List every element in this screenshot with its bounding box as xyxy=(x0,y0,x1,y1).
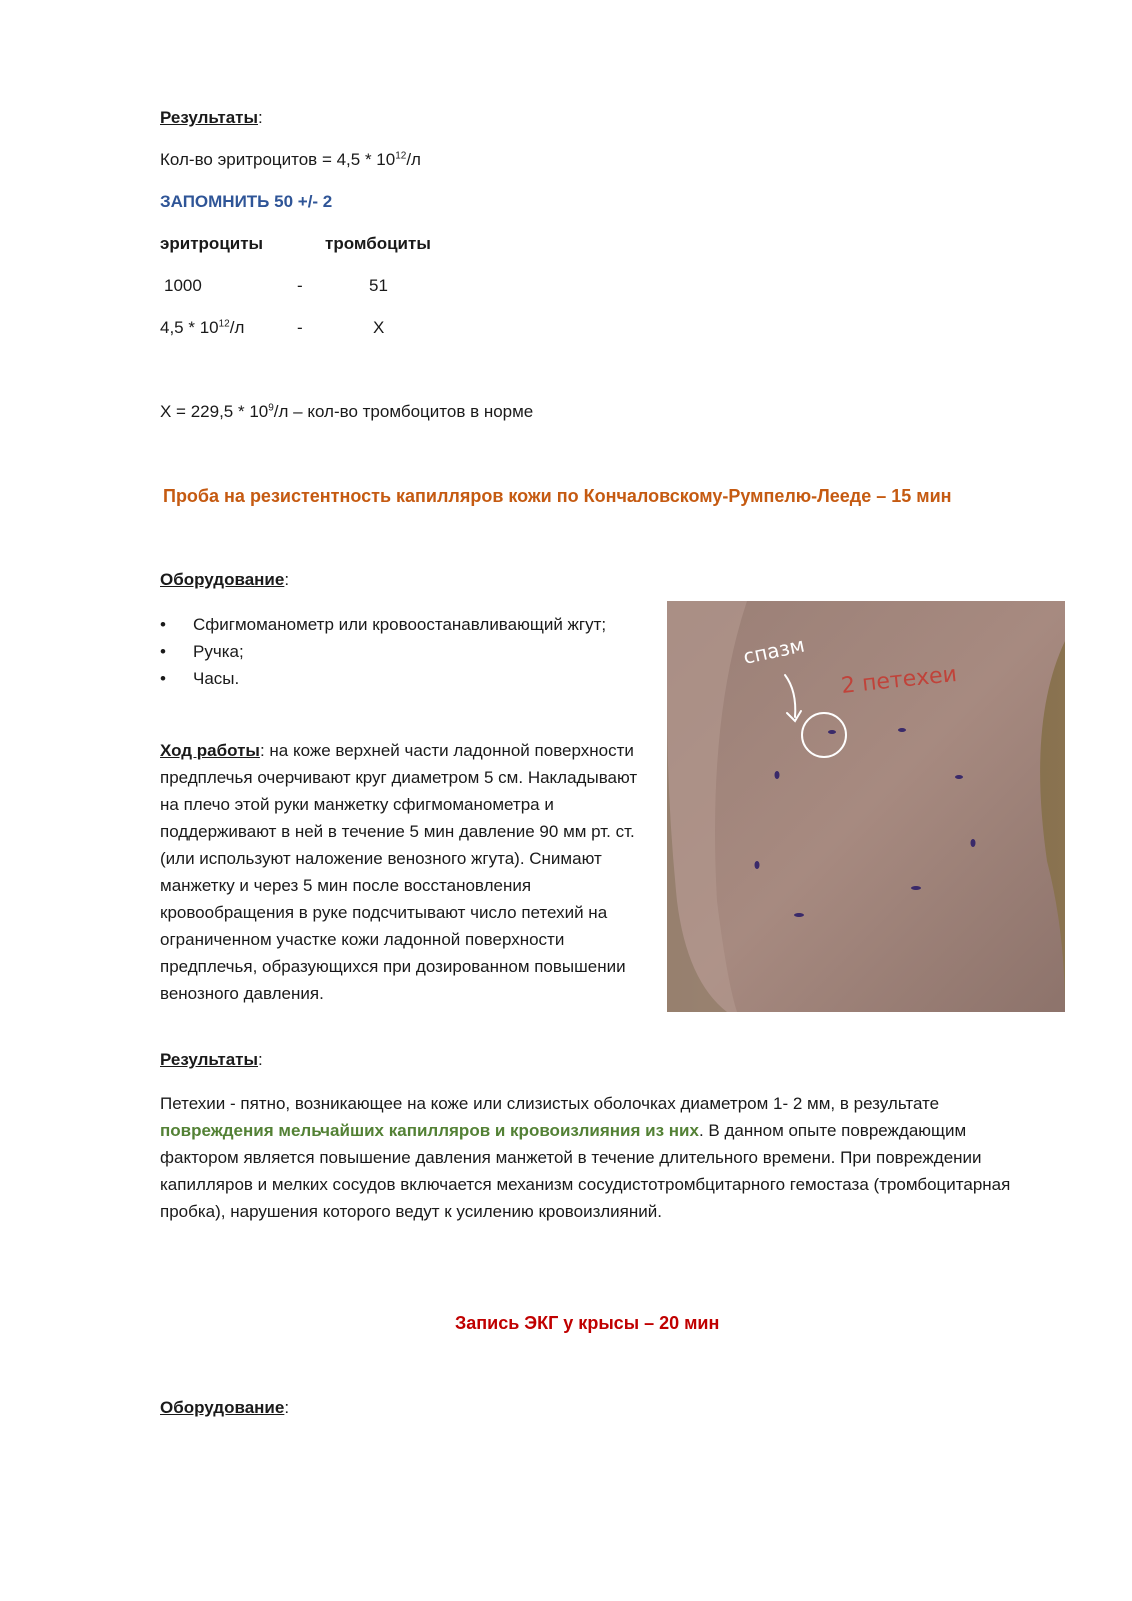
highlight-text: повреждения мельчайших капилляров и кровоизлияния из них xyxy=(160,1121,699,1140)
row1-plt: 51 xyxy=(369,276,388,295)
annotation-spasm: спазм xyxy=(741,632,807,669)
test-title: Проба на резистентность капилляров кожи по Кончаловскому-Румпелю-Лееде – 15 мин xyxy=(163,486,952,506)
results2-heading: Результаты: xyxy=(160,1050,263,1069)
results2-paragraph: Петехии - пятно, возникающее на коже или слизистых оболочках диаметром 1- 2 мм, в результате повреждения мельчайших капилляров и кровоизлияния из них. В данном опыте повреждающим фактором является повышение давления манжетой в течение длительного времени. При повреждении капилляров и мелких сосудов включается механизм сосудистотромбцитарного гемостаза (тромбоцитарная пробка), нарушения которого ведут к усилению кровоизлияний. xyxy=(160,1094,1011,1221)
row2-rbc: $4,5 * 10^{12}/л$ xyxy=(160,318,245,337)
column-header-rbc: эритроциты xyxy=(160,234,264,253)
row1-dash: - xyxy=(297,276,303,295)
results-heading: Результаты: xyxy=(160,108,263,127)
forearm-photo xyxy=(667,601,1065,1012)
platelet-result-line: $Х = 229,5 * 10^9/л - кол-во$ тромбоцитов в норме xyxy=(160,402,534,421)
procedure-heading: Ход работы xyxy=(160,741,260,760)
equipment-heading: Оборудование: xyxy=(160,570,290,589)
row1-rbc: 1000 xyxy=(164,276,202,295)
rbc-count-line: Кол-во эритроцитов = $4,5 * 10^{12}/л$ xyxy=(160,150,421,169)
column-header-plt: тромбоциты xyxy=(325,234,431,253)
row2-dash: - xyxy=(297,318,303,337)
remember-note: ЗАПОМНИТЬ 50 +/- 2 xyxy=(160,192,333,211)
equipment2-heading: Оборудование: xyxy=(160,1398,290,1417)
equipment-item: • Часы. xyxy=(160,665,630,692)
procedure-paragraph: Ход работы: на коже верхней части ладонной поверхности предплечья очерчивают круг диаметром 5 см. Накладывают на плечо этой руки манжетку сфигмоманометра и поддерживают в ней в течение 5 мин давление 90 мм рт. ст. (или используют наложение венозного жгута). Снимают манжетку и через 5 мин после восстановления кровообращения в руке подсчитывают число петехий на ограниченном участке кожи ладонной поверхности предплечья, образующихся при дозированном повышении венозного давления. xyxy=(160,741,638,1003)
ecg-title: Запись ЭКГ у крысы – 20 мин xyxy=(455,1313,720,1333)
equipment-list xyxy=(160,611,630,692)
equipment-item: • Сфигмоманометр или кровоостанавливающий жгут; xyxy=(160,611,630,638)
annotation-petechiae: 2 петехеи xyxy=(840,661,959,699)
row2-plt: Х xyxy=(373,318,385,337)
equipment-item: • Ручка; xyxy=(160,638,630,665)
